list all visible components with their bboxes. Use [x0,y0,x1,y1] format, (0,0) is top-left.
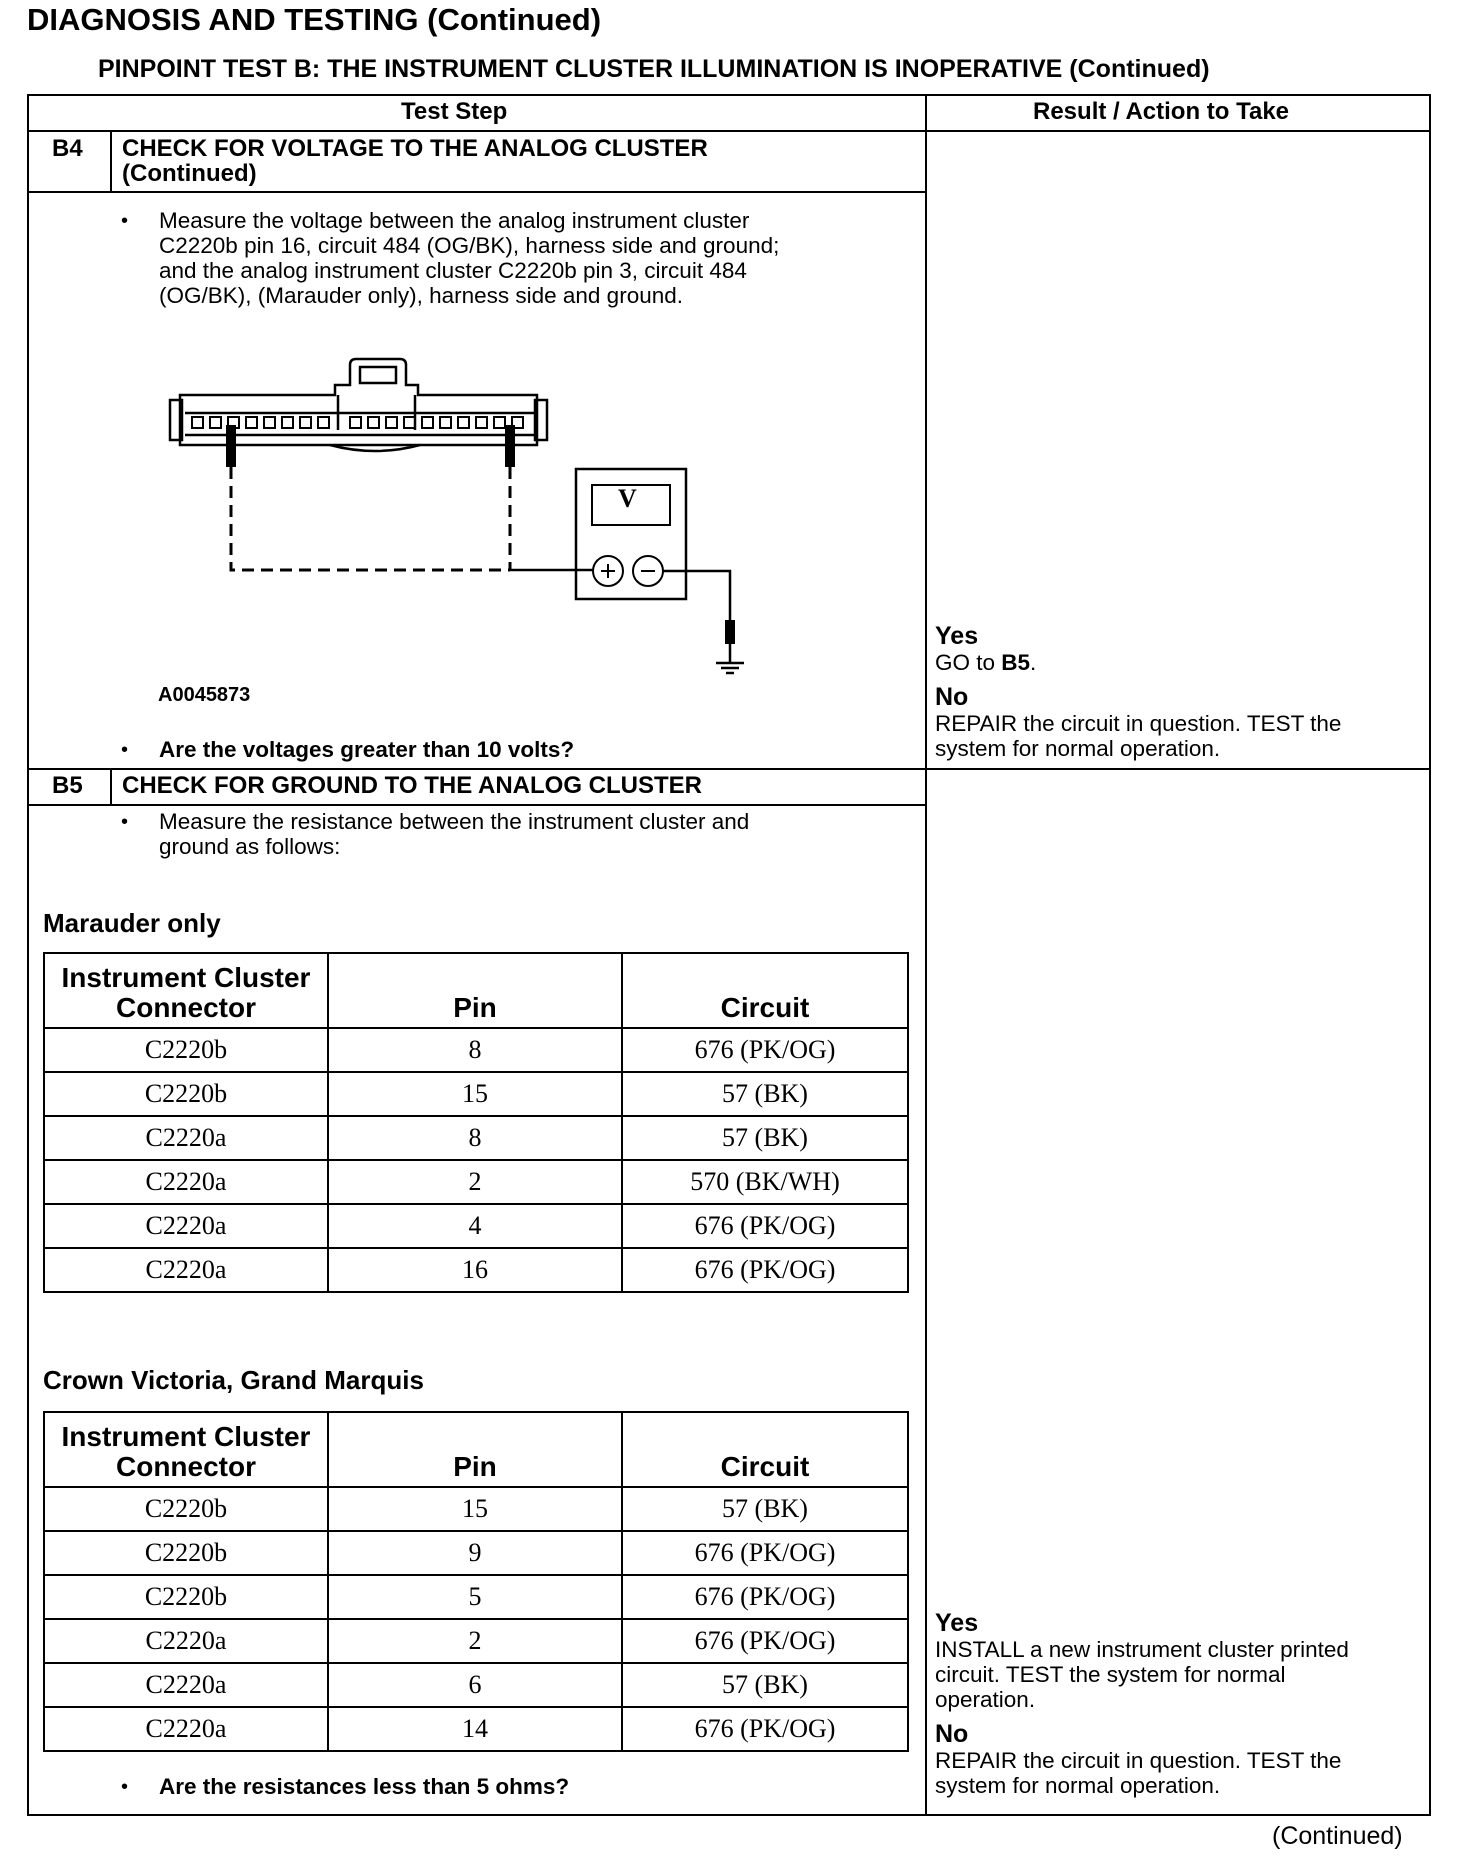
pin-cell: 8 [328,1116,622,1160]
circuit-header: Circuit [622,1412,908,1487]
header-rule [27,130,1431,132]
connector-cell: C2220a [44,1707,328,1751]
table-row [44,1619,908,1663]
b5-title-rule [27,804,926,806]
connector-cell: C2220b [44,1072,328,1116]
b4-no-action [935,711,1341,761]
pin-header: Pin [328,1412,622,1487]
circuit-cell: 676 (PK/OG) [622,1619,908,1663]
b5-question-bullet: • [121,1776,129,1798]
b5-no-action [935,1748,1341,1798]
table2-title: Crown Victoria, Grand Marquis [43,1365,424,1395]
circuit-cell: 676 (PK/OG) [622,1707,908,1751]
b5-yes-label: Yes [935,1609,979,1637]
table1-title: Marauder only [43,908,221,938]
crown-victoria-table [43,1411,909,1752]
b5-no-line: REPAIR the circuit in question. TEST the [935,1748,1342,1773]
b5-instruction-line: ground as follows: [159,834,341,859]
pin-cell: 5 [328,1575,622,1619]
connector-cell: C2220b [44,1487,328,1531]
table-row [44,1160,908,1204]
b5-step-id: B5 [52,772,83,799]
b4-id-divider [110,130,112,192]
b5-yes-line: circuit. TEST the system for normal [935,1662,1286,1687]
frame-left [27,94,29,1816]
b4-instruction-line: and the analog instrument cluster C2220b pin 3, circuit 484 [159,258,747,283]
connector-cell: C2220a [44,1204,328,1248]
b4-question-bullet: • [121,739,129,761]
table-row [44,1204,908,1248]
b5-no-line: system for normal operation. [935,1773,1221,1798]
marauder-table [43,952,909,1293]
b4-title-rule [27,191,926,193]
voltmeter-label: V [618,484,637,513]
table-row [44,1575,908,1619]
b5-question: Are the resistances less than 5 ohms? [159,1774,570,1799]
crown-victoria-table-body [44,1487,908,1751]
circuit-cell: 57 (BK) [622,1663,908,1707]
circuit-cell: 676 (PK/OG) [622,1575,908,1619]
circuit-cell: 57 (BK) [622,1116,908,1160]
pin-cell: 14 [328,1707,622,1751]
table-row [44,1248,908,1292]
circuit-cell: 676 (PK/OG) [622,1204,908,1248]
b5-top-rule [27,768,1431,770]
b5-step-title: CHECK FOR GROUND TO THE ANALOG CLUSTER [122,772,702,799]
connector-cell: C2220b [44,1028,328,1072]
connector-header: Instrument Cluster Connector [44,953,328,1028]
frame-top [27,94,1431,96]
b4-no-line: REPAIR the circuit in question. TEST the [935,711,1342,736]
b5-bullet: • [121,811,129,833]
pin-cell: 16 [328,1248,622,1292]
figure-id: A0045873 [158,684,251,706]
circuit-cell: 676 (PK/OG) [622,1531,908,1575]
table-row [44,1487,908,1531]
b4-instruction-line: (OG/BK), (Marauder only), harness side and ground. [159,283,683,308]
b4-bullet: • [121,210,129,232]
b4-yes-prefix: GO to [935,650,1002,675]
connector-cell: C2220a [44,1663,328,1707]
table-row [44,1663,908,1707]
b4-step-title: CHECK FOR VOLTAGE TO THE ANALOG CLUSTER [122,135,708,162]
connector-cell: C2220b [44,1575,328,1619]
test-step-header: Test Step [401,98,508,125]
b4-yes-target: B5 [1001,650,1031,675]
frame-right [1429,94,1431,1816]
b5-instruction [159,809,749,859]
b5-yes-line: INSTALL a new instrument cluster printed [935,1637,1349,1662]
frame-bottom [27,1814,1431,1816]
circuit-cell: 57 (BK) [622,1072,908,1116]
circuit-cell: 570 (BK/WH) [622,1160,908,1204]
b4-instruction-line: Measure the voltage between the analog instrument cluster [159,208,750,233]
pin-cell: 2 [328,1619,622,1663]
b4-question: Are the voltages greater than 10 volts? [159,737,575,762]
pin-cell: 2 [328,1160,622,1204]
pin-header: Pin [328,953,622,1028]
circuit-cell: 676 (PK/OG) [622,1028,908,1072]
table-row [44,1707,908,1751]
pin-cell: 15 [328,1072,622,1116]
circuit-cell: 57 (BK) [622,1487,908,1531]
b4-no-label: No [935,683,969,711]
pin-cell: 9 [328,1531,622,1575]
table-row [44,1028,908,1072]
b4-yes-label: Yes [935,622,979,650]
page-title: DIAGNOSIS AND TESTING (Continued) [27,2,602,37]
b5-yes-action [935,1637,1349,1712]
circuit-cell: 676 (PK/OG) [622,1248,908,1292]
connector-cell: C2220b [44,1531,328,1575]
b5-no-label: No [935,1720,969,1748]
connector-cell: C2220a [44,1160,328,1204]
b4-step-id: B4 [52,135,83,162]
pin-cell: 6 [328,1663,622,1707]
b5-yes-line: operation. [935,1687,1036,1712]
b5-id-divider [110,768,112,805]
connector-cell: C2220a [44,1619,328,1663]
table-row [44,1531,908,1575]
b4-no-line: system for normal operation. [935,736,1221,761]
continued-footer: (Continued) [1272,1822,1403,1850]
table-row [44,1116,908,1160]
column-divider [925,94,927,1816]
pin-cell: 4 [328,1204,622,1248]
result-header: Result / Action to Take [1033,98,1290,125]
b4-step-title-cont: (Continued) [122,160,257,187]
pin-cell: 15 [328,1487,622,1531]
table-row [44,1072,908,1116]
connector-cell: C2220a [44,1116,328,1160]
b4-yes-action [935,650,1036,675]
b4-yes-suffix: . [1030,650,1037,675]
b4-instruction-line: C2220b pin 16, circuit 484 (OG/BK), harness side and ground; [159,233,780,258]
pin-cell: 8 [328,1028,622,1072]
voltage-test-diagram [160,355,760,685]
marauder-table-body [44,1028,908,1292]
circuit-header: Circuit [622,953,908,1028]
connector-header: Instrument Cluster Connector [44,1412,328,1487]
b4-instruction [159,208,779,308]
b5-instruction-line: Measure the resistance between the instrument cluster and [159,809,750,834]
connector-cell: C2220a [44,1248,328,1292]
pinpoint-test-title: PINPOINT TEST B: THE INSTRUMENT CLUSTER ILLUMINATION IS INOPERATIVE (Continued) [98,55,1210,83]
